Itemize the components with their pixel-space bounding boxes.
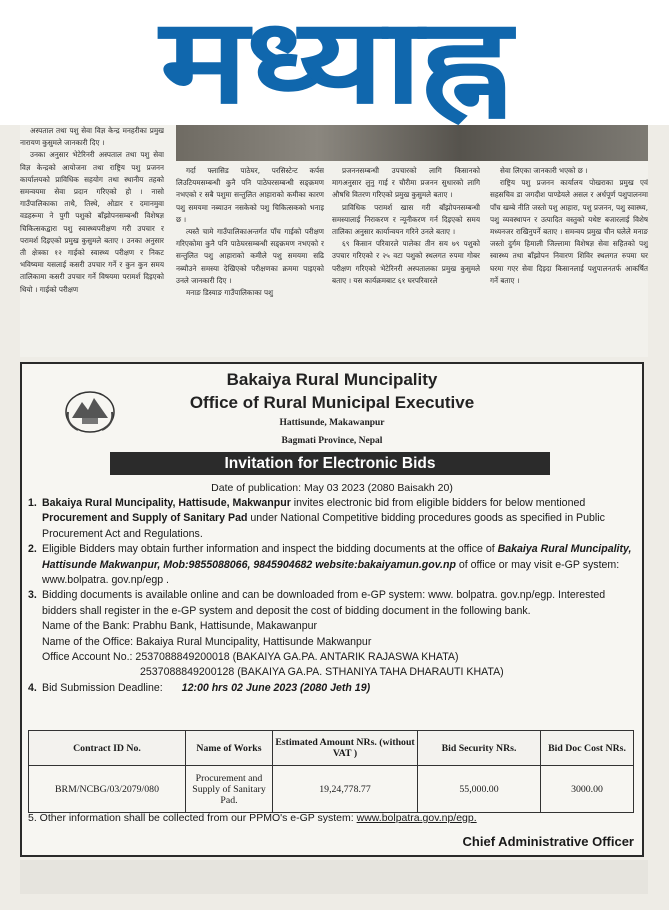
table-header: Contract ID No. bbox=[29, 731, 186, 766]
signature-title: Chief Administrative Officer bbox=[462, 834, 634, 849]
notice-body bbox=[28, 496, 634, 696]
item-number: 2. bbox=[28, 543, 37, 556]
table-row bbox=[29, 766, 634, 813]
other-info bbox=[28, 812, 477, 824]
bank-name: Name of the Bank: Prabhu Bank, Hattisunde, Makawanpur bbox=[42, 620, 318, 633]
article-column-1 bbox=[20, 125, 164, 357]
article-paragraph: मनाङ डिस्याङ गाउँपालिकाका पशु bbox=[186, 288, 273, 298]
table-header: Bid Security NRs. bbox=[418, 731, 541, 766]
item3-text: Bidding documents is available online and can be downloaded from e-GP system: www. bolpatra. gov.np/egp. Interested bidders shall register in the e-GP system and deposit the cost of bidding document in the following bank. bbox=[42, 589, 606, 617]
bid-table bbox=[28, 730, 634, 813]
table-cell: 55,000.00 bbox=[418, 766, 541, 813]
article-paragraph: ६९ किसान परिवारले पालेका तीन सय ७९ पशुको उपचार गरिएको र २५ वटा पशुको स्थलगत रुपमा गोबर परीक्षण गरिएको भेटेरिनरी अस्पतालका प्रमुख कुसुमले बताए । यस कार्यक्रमबाट ६१ घरपरिवारले bbox=[332, 239, 480, 285]
masthead-title: मध्याह्न bbox=[159, 0, 510, 125]
table-header: Name of Works bbox=[186, 731, 273, 766]
article-paragraph: प्राविधिक परामर्श खास गरी बाँझोपनसम्बन्धी समस्यालाई निराकरण र न्यूनीकरण गर्न दिइएको समय तालिका अनुसार कार्यान्वयन गरिने उनले बताए । bbox=[332, 202, 480, 237]
notice-item-3 bbox=[28, 588, 634, 619]
article-column-3 bbox=[332, 165, 480, 357]
article-column-4 bbox=[490, 165, 648, 357]
news-article bbox=[20, 125, 648, 357]
other-info-text: 5. Other information shall be collected from our PPMO's e-GP system: bbox=[28, 812, 357, 824]
news-photo bbox=[176, 125, 648, 161]
notice-item-2 bbox=[28, 542, 634, 588]
item1-text: invites electronic bid from eligible bidders for below mentioned bbox=[290, 497, 586, 509]
item1-procurement: Procurement and Supply of Sanitary Pad bbox=[42, 512, 248, 525]
deadline-label: Bid Submission Deadline: bbox=[42, 681, 163, 694]
item1-entity: Bakaiya Rural Muncipality, Hattisude, Makwanpur bbox=[42, 497, 291, 509]
table-header-row bbox=[29, 731, 634, 766]
article-paragraph: उनका अनुसार भेटेरिनरी अस्पताल तथा पशु सेवा विज्ञ केन्द्रको आयोजना तथा राष्ट्रिय पशु प्रजनन कार्यालयको प्राविधिक सहयोग तथा स्थानीय तहको समन्वयमा सेवा प्रदान गरिएको हो । नासो गाउँपालिकाका ताथै, तिस्थे, ओडार र दमानमुवा वडहरूमा ने पुगी पशुको बाँझोपनसम्बन्धी विशेषज्ञ चिकित्सकद्वारा पशु स्वास्थ्यपरीक्षण गरी उपचार र परामर्श दिइएको प्रमुख कुसुमले बताए । उनका अनुसार ती क्षेत्रका १२ गाईको स्वास्थ्य परीक्षण र निकट भविष्यमा यसलाई कसरी उपचार गर्ने र कुन कुन समय तालिकामा कसरी उपचार गर्ने विषयमा परामर्श दिइएको थियो । गाईको परीक्षण bbox=[20, 150, 164, 294]
article-paragraph: अस्पताल तथा पशु सेवा विज्ञ केन्द्र मनहरीका प्रमुख नारायण कुसुमले जानकारी दिए । bbox=[20, 126, 164, 148]
bid-notice bbox=[20, 362, 644, 857]
province-address: Bagmati Province, Nepal bbox=[281, 436, 383, 446]
notice-banner: Invitation for Electronic Bids bbox=[110, 452, 550, 475]
article-paragraph: सेवा लिएका जानकारी भएको छ । bbox=[500, 166, 588, 175]
table-header: Estimated Amount NRs. (without VAT ) bbox=[273, 731, 418, 766]
table-cell: 19,24,778.77 bbox=[273, 766, 418, 813]
article-paragraph: गर्दा फ्लासिड पाठेघर, परसिस्टेन्ट कर्पस लिउटियमसम्बन्धी कुनै पनि पाठेघरसम्बन्धी सङ्क्रमण नभएको र सबै पशुमा सन्तुलित आहाराको कमीका कारण पशु समयमा नब्याउन नसकेको पशु चिकित्सकको भनाइ छ । bbox=[176, 166, 324, 224]
article-paragraph: राष्ट्रिय पशु प्रजनन कार्यालय पोखराका प्रमुख एवं सहसचिव डा जगदीश पाण्डेयले असल र अर्धपूर्ण पशुपालनमा पाँच खम्बे नीति जस्तो पशु आहारा, पशु प्रजनन, पशु स्वास्थ्य, पशु व्यवस्थापन र उत्पादित वस्तुको यथेष्ट बजारलाई विशेष मध्यनजर राखिनुपर्ने बताए । समन्वय प्रमुख चीन घलेले मनाङ जस्तो दुर्गम हिमाली जिल्लामा विशेषज्ञ सेवा सहितको पशु स्वास्थ्य तथा बाँझोपन निवारण शिविर स्थलगत रुपमा घर घरमा गएर सेवा दिइदा किसानलाई पशुपालनतर्फ आकर्षित गर्ने बताए । bbox=[490, 178, 648, 285]
table-header: Bid Doc Cost NRs. bbox=[541, 731, 634, 766]
egp-link[interactable]: www.bolpatra.gov.np/egp. bbox=[356, 812, 477, 824]
table-cell: Procurement and Supply of Sanitary Pad. bbox=[186, 766, 273, 813]
item2-contact: Bakaiya Rural Muncipality, Hattisunde Makwanpur, Mob:9855088066, 9845904682 website:bakaiyamun.gov.np bbox=[42, 543, 632, 571]
account-number-1: Office Account No.: 2537088849200018 (BAKAIYA GA.PA. ANTARIK RAJASWA KHATA) bbox=[42, 651, 459, 664]
table-cell: BRM/NCBG/03/2079/080 bbox=[29, 766, 186, 813]
office-name-line: Name of the Office: Bakaiya Rural Muncipality, Hattisunde Makwanpur bbox=[42, 635, 372, 648]
office-name: Office of Rural Municipal Executive bbox=[189, 393, 475, 412]
deadline-value: 12:00 hrs 02 June 2023 (2080 Jeth 19) bbox=[181, 681, 371, 694]
page-bottom-margin bbox=[20, 860, 648, 894]
newspaper-masthead bbox=[0, 0, 669, 125]
item2-text-end: of office or may visit e-GP system: www.bolpatra. gov.np/egp . bbox=[42, 558, 620, 587]
article-column-2 bbox=[176, 165, 324, 357]
notice-item-1 bbox=[28, 496, 634, 542]
item-number: 4. bbox=[28, 681, 37, 694]
municipality-name: Bakaiya Rural Muncipality bbox=[226, 370, 438, 389]
notice-item-4 bbox=[28, 681, 634, 696]
article-paragraph: प्रजननसम्बन्धी उपचारको लागि किसानको मागअनुसार लुनु गाई र चौरीमा प्रजनन सुधारको लागि औषधि वितरण गरिएको प्रमुख कुसुमले बताए । bbox=[332, 166, 480, 200]
item2-text: Eligible Bidders may obtain further information and inspect the bidding documents at the office of bbox=[42, 543, 498, 556]
account-number-2: 2537088849200128 (BAKAIYA GA.PA. STHANIYA TAHA DHARAUTI KHATA) bbox=[140, 666, 504, 679]
table-cell: 3000.00 bbox=[541, 766, 634, 813]
publication-date: Date of publication: May 03 2023 (2080 Baisakh 20) bbox=[211, 482, 453, 494]
item-number: 3. bbox=[28, 589, 37, 602]
office-address: Hattisunde, Makawanpur bbox=[279, 418, 385, 428]
item-number: 1. bbox=[28, 497, 37, 509]
article-paragraph: त्यस्तै चामे गाउँपालिकाअन्तर्गत पाँच गाईको परीक्षण गरिएकोमा कुनै पनि पाठेघरसम्बन्धी सङ्क्रमण नभएको र सन्तुलित पशु आहाराको कमीले पशु समयमा सढि नब्यौउने समस्या देखिएको परीक्षणका क्रममा पाइएको उनले जानकारी दिए । bbox=[176, 227, 324, 285]
item1-text-end: under National Competitive bidding procedures goods as specified in Public Procurement Act and Regulations. bbox=[42, 512, 605, 540]
